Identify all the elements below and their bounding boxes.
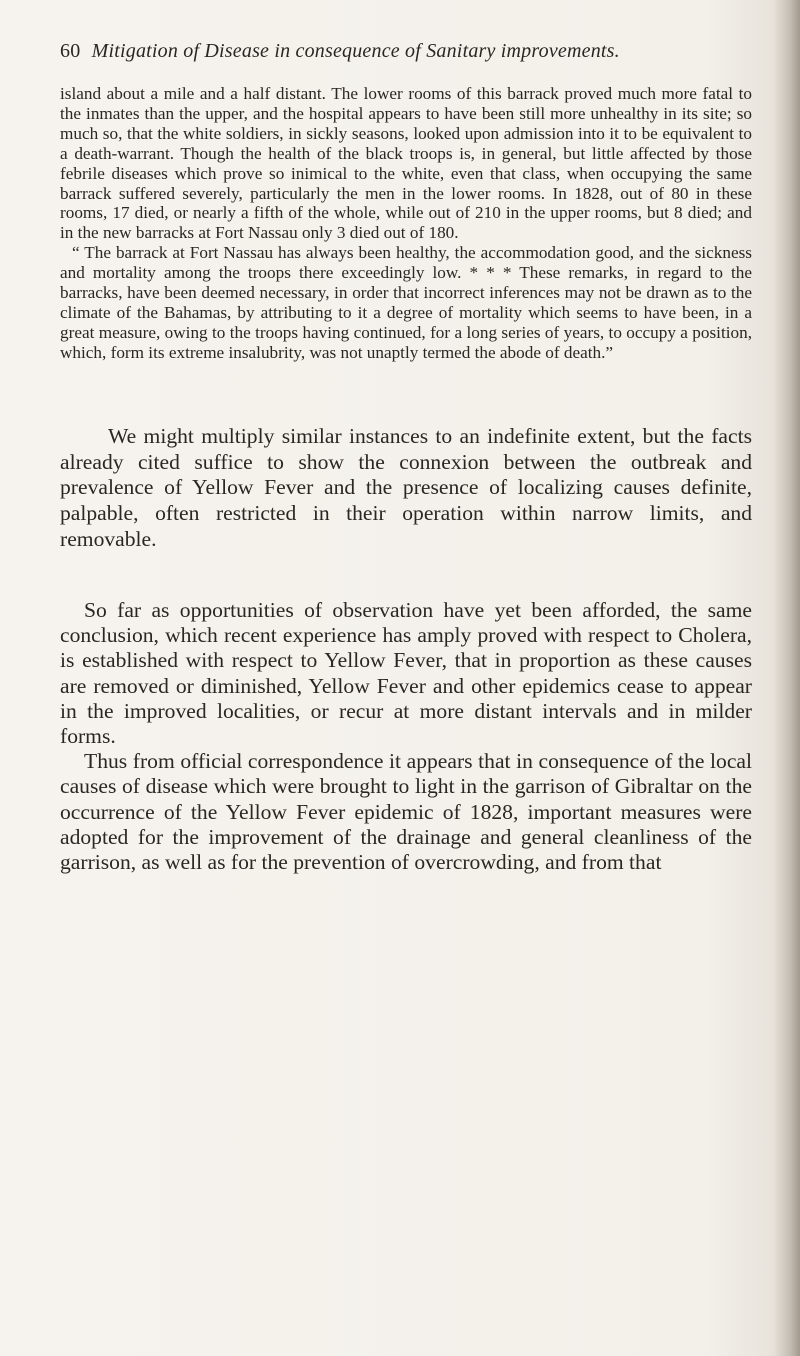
paragraph-indefinite-extent-block — [60, 424, 752, 553]
body-text-block — [60, 598, 752, 875]
small-type-block — [60, 84, 752, 363]
running-title: Mitigation of Disease in consequence of Sanitary improvements. — [91, 40, 620, 62]
paragraph-indefinite-extent: We might multiply similar instances to an indefinite extent, but the facts already cited suffice to show the connexion between the outbreak and prevalence of Yellow Fever and the presence of localizing causes definite, palpable, often restricted in their operation within narrow limits, and removable. — [60, 424, 752, 551]
running-header — [60, 40, 760, 63]
paragraph-so-far: So far as opportunities of observation have yet been afforded, the same conclusion, which recent experience has amply proved with respect to Cholera, is established with respect to Yellow Fever, that in proportion as these causes are removed or diminished, Yellow Fever and other epidemics cease to appear in the improved localities, or recur at more distant intervals and in milder forms. — [60, 598, 752, 749]
paragraph-fort-nassau-quote: “ The barrack at Fort Nassau has always been healthy, the accommodation good, and the sickness and mortality among the troops there exceedingly low. * * * These remarks, in regard to the barracks, have been deemed necessary, in order that incorrect inferences may not be drawn as to the climate of the Bahamas, by attributing to it a degree of mortality which seems to have been, in a great measure, owing to the troops having continued, for a long series of years, to occupy a position, which, form its extreme insalubrity, was not unaptly termed the abode of death.” — [60, 243, 752, 362]
paragraph-barrack-mortality: island about a mile and a half distant. The lower rooms of this barrack proved much more fatal to the inmates than the upper, and the hospital appears to have been still more unhealthy in its site; so much so, that the white soldiers, in sickly seasons, looked upon admission into it to be equivalent to a death-warrant. Though the health of the black troops is, in general, but little affected by those febrile diseases which prove so inimical to the white, even that class, when occupying the same barrack suffered severely, particularly the men in the lower rooms. In 1828, out of 80 in these rooms, 17 died, or nearly a fifth of the whole, while out of 210 in the upper rooms, but 8 died; and in the new barracks at Fort Nassau only 3 died out of 180. — [60, 84, 752, 243]
paragraph-gibraltar: Thus from official correspondence it appears that in consequence of the local causes of disease which were brought to light in the garrison of Gibraltar on the occurrence of the Yellow Fever epidemic of 1828, important measures were adopted for the improvement of the drainage and general cleanliness of the garrison, as well as for the prevention of overcrowding, and from that — [60, 749, 752, 875]
page-edge-shadow — [774, 0, 800, 1356]
page-number: 60 — [60, 40, 81, 62]
